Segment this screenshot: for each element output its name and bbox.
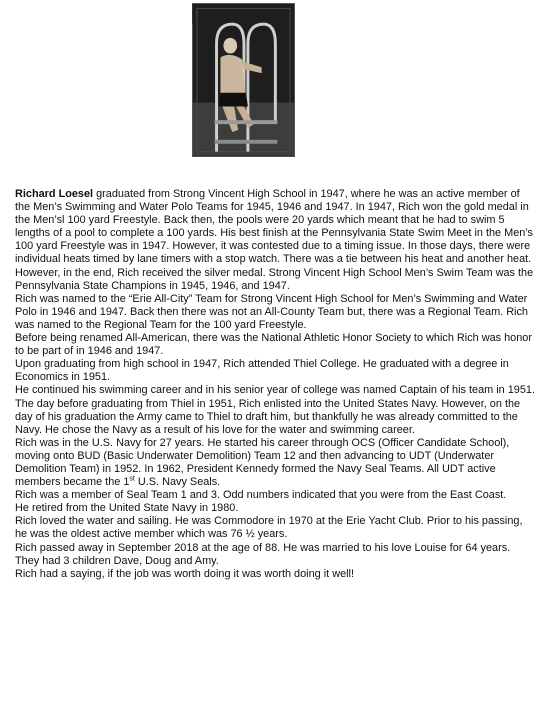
bio-paragraph (15, 188, 537, 293)
bio-paragraph: Before being renamed All-American, there was the National Athletic Honor Society to which Rich was honor to be part of in 1946 and 1947. (15, 332, 532, 358)
photo-divider-line (192, 4, 193, 24)
bio-paragraph: He retired from the United State Navy in 1980. (15, 502, 239, 515)
subject-name: Richard Loesel (15, 188, 94, 200)
bio-paragraph (15, 437, 537, 489)
swimmer-photo (192, 3, 295, 157)
bio-paragraph-text: graduated from Strong Vincent High School in 1947, where he was an active member of the Men’s Swimming and Water Polo Teams for 1945, 1946 and 1947. In 1947, Rich won the gold medal in the Men’sl 100 yard Freestyle. Back then, the pools were 20 yards which meant that he had to swim 5 lengths of a pool to complete a 100 yards. His best finish at the Pennsylvania State Swim Meet in the Men’s 100 yard Freestyle was in 1947. However, it was contested due to a timing issue. In those days, there were individual heats timed by lane timers with a stop watch. There was a tie between his heat and another heat. However, in the end, Rich received the silver medal. Strong Vincent High School Men’s Swim Team was the Pennsylvania State Champions in 1945, 1946, and 1947. (15, 188, 534, 292)
bio-paragraph: Rich loved the water and sailing. He was Commodore in 1970 at the Erie Yacht Club. Prior to his passing, he was the oldest active member which was 76 ½ years. (15, 515, 523, 541)
bio-paragraph: Rich had a saying, if the job was worth doing it was worth doing it well! (15, 567, 354, 580)
bio-paragraph: Rich was a member of Seal Team 1 and 3. Odd numbers indicated that you were from the East Coast. (15, 489, 507, 502)
bio-paragraph: He continued his swimming career and in his senior year of college was named Captain of his team in 1951. The day before graduating from Thiel in 1951, Rich enlisted into the United States Navy. However, on the day of his graduation the Army came to Thiel to draft him, but thankfully he was already committed to the Navy. He chose the Navy as a result of his love for the water and swimming career. (15, 384, 536, 436)
ordinal-superscript: st (129, 475, 135, 483)
bio-paragraph: Upon graduating from high school in 1947, Rich attended Thiel College. He graduated with a degree in Economics in 1951. (15, 358, 509, 384)
bio-paragraph-text: U.S. Navy Seals. (134, 476, 221, 489)
bio-paragraph: Rich passed away in September 2018 at the age of 88. He was married to his love Louise for 64 years. They had 3 children Dave, Doug and Amy. (15, 541, 511, 567)
swimmer-photo-illustration (193, 4, 294, 156)
bio-paragraph: Rich was named to the “Erie All-City” Team for Strong Vincent High School for Men’s Swimming and Water Polo in 1946 and 1947. Back then there was not an All-County Team but, there was a Regional Team. Rich was named to the Regional Team for the 100 yard Freestyle. (15, 292, 528, 331)
biography-text (15, 188, 537, 581)
bio-paragraph-text: Rich was in the U.S. Navy for 27 years. He started his career through OCS (Officer Candidate School), moving onto BUD (Basic Underwater Demolition) Team 12 and then advancing to UDT (Underwater Demolition Team) in 1952. In 1962, President Kennedy formed the Navy Seal Teams. All UDT active members became the 1 (15, 436, 510, 489)
